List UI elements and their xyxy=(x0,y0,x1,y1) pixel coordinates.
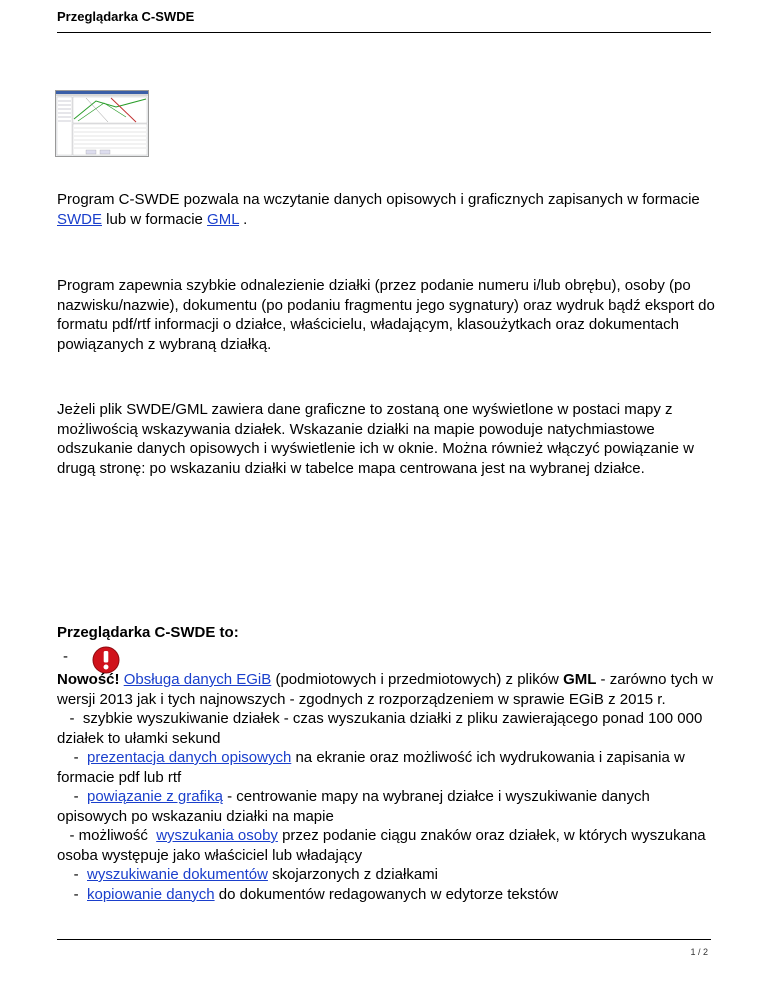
page-header-title: Przeglądarka C-SWDE xyxy=(57,9,195,24)
list-item-text: do dokumentów redagowanych w edytorze tekstów xyxy=(214,885,559,903)
features-heading: Przeglądarka C-SWDE to: xyxy=(57,624,239,641)
gml-link[interactable]: GML xyxy=(207,210,239,228)
list-item xyxy=(57,826,717,865)
intro-paragraph-map: Jeżeli plik SWDE/GML zawiera dane graficzne to zostaną one wyświetlone w postaci mapy z możliwością wskazywania działek. Wskazanie działki na mapie powoduje natychmiastowe odszukanie danych opisowych i wyświetlenie ich w oknie. Można również włączyć powiązanie w drugą stronę: po wskazaniu działki w tabelce mapa centrowana jest na wybranej działce. xyxy=(57,401,694,477)
page-number: 1 / 2 xyxy=(690,947,708,957)
list-dash: - xyxy=(63,648,68,665)
list-item-text: (podmiotowych i przedmiotowych) z plików xyxy=(271,671,564,688)
list-item-text: skojarzonych z działkami xyxy=(267,866,438,883)
list-item xyxy=(57,787,717,826)
descriptive-data-link[interactable]: prezentacja danych opisowych xyxy=(87,749,292,766)
graphics-link[interactable]: powiązanie z grafiką xyxy=(87,788,223,805)
list-item-text: na ekranie oraz możliwość ich wydrukowania i zapisania w formacie pdf lub rtf xyxy=(57,749,685,786)
list-dash: - xyxy=(57,788,87,805)
list-dash: - xyxy=(57,885,87,903)
intro-text: . xyxy=(239,210,248,228)
list-item xyxy=(57,748,717,787)
document-search-link[interactable]: wyszukiwanie dokumentów xyxy=(87,866,268,883)
list-item-text: szybkie wyszukiwanie działek - czas wyszukania działki z pliku zawierającego ponad 100 000 działek to ułamki sekund xyxy=(57,710,703,747)
intro-paragraph-formats xyxy=(57,190,717,229)
list-item-text: przez podanie ciągu znaków oraz działek, w których wyszukana osoba występuje jako właściciel lub władający xyxy=(57,827,706,864)
list-item xyxy=(57,865,717,885)
gml-strong: GML xyxy=(563,671,597,688)
swde-link[interactable]: SWDE xyxy=(57,210,102,228)
list-dash: - xyxy=(57,866,87,883)
person-search-link[interactable]: wyszukania osoby xyxy=(156,827,278,844)
new-badge: Nowość! xyxy=(57,671,120,688)
list-dash: - xyxy=(57,749,87,766)
copy-data-link[interactable]: kopiowanie danych xyxy=(87,885,215,903)
list-item xyxy=(57,885,717,905)
features-list xyxy=(57,670,717,904)
list-item-text: - centrowanie mapy na wybranej działce i wyszukiwanie danych opisowych po wskazaniu działki na mapie xyxy=(57,788,650,825)
list-item-text: - zarówno tych w wersji 2013 jak i tych najnowszych - zgodnych z rozporządzeniem w sprawie EGiB z 2015 r. xyxy=(57,671,714,708)
list-item xyxy=(57,709,717,748)
app-screenshot-thumbnail[interactable] xyxy=(55,90,149,157)
header-rule xyxy=(57,32,711,33)
list-item xyxy=(57,670,717,709)
egib-data-link[interactable]: Obsługa danych EGiB xyxy=(123,671,272,688)
intro-paragraph-search: Program zapewnia szybkie odnalezienie działki (przez podanie numeru i/lub obrębu), osoby (po nazwisku/nazwie), dokumentu (po podaniu fragmentu jego sygnatury) oraz wydruk bądź eksport do formatu pdf/rtf informacji o działce, właścicielu, władającym, klasoużytkach oraz dokumentach powiązanych z wybraną działką. xyxy=(57,277,715,353)
list-dash: - xyxy=(57,710,83,727)
footer-rule xyxy=(57,939,711,940)
intro-text: Program C-SWDE pozwala na wczytanie danych opisowych i graficznych zapisanych w formacie xyxy=(57,191,700,208)
list-dash: - możliwość xyxy=(57,827,157,844)
intro-text: lub w formacie xyxy=(102,210,208,228)
